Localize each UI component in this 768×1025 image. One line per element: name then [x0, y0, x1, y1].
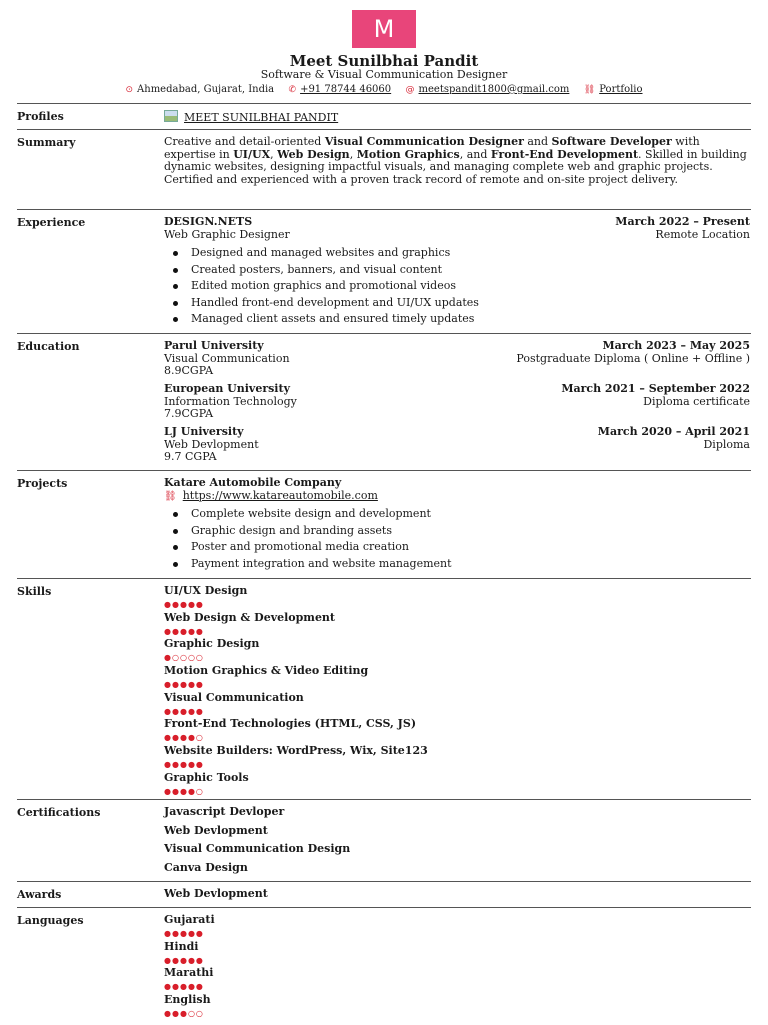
list-item: Complete website design and development: [164, 506, 750, 523]
section-title-awards: Awards: [17, 888, 62, 901]
experience-body: [164, 216, 750, 328]
skill-item: [164, 665, 750, 692]
skill-item: [164, 745, 750, 772]
list-item: Edited motion graphics and promotional videos: [164, 278, 750, 295]
language-item: [164, 941, 750, 968]
skill-rating: ●●●●○: [164, 786, 204, 796]
languages-body: [164, 914, 750, 1021]
profile-link[interactable]: MEET SUNILBHAI PANDIT: [184, 111, 339, 124]
degree-type: Diploma certificate: [643, 394, 750, 408]
field-of-study: Information Technology: [164, 394, 297, 408]
location-text: Ahmedabad, Gujarat, India: [137, 84, 275, 95]
awards-body: [164, 888, 750, 907]
skill-item: [164, 585, 750, 612]
education-dates: March 2020 – April 2021: [597, 425, 750, 438]
list-item: Designed and managed websites and graphics: [164, 245, 750, 262]
certification-item: Web Devlopment: [164, 823, 268, 837]
education-dates: March 2021 – September 2022: [561, 382, 750, 395]
skill-name: Graphic Tools: [164, 770, 249, 784]
gpa: 9.7 CGPA: [164, 450, 217, 463]
job-title: Web Graphic Designer: [164, 227, 290, 241]
project-bullets: [164, 506, 750, 572]
project-name: Katare Automobile Company: [164, 476, 342, 489]
candidate-name: Meet Sunilbhai Pandit: [289, 52, 479, 70]
skill-name: Web Design & Development: [164, 610, 336, 624]
section-title-profiles: Profiles: [17, 110, 64, 123]
skill-rating: ●●●●●: [164, 760, 204, 770]
school-name: LJ University: [164, 425, 244, 438]
job-location: Remote Location: [655, 227, 750, 241]
degree-type: Diploma: [703, 437, 750, 451]
skill-name: Front-End Technologies (HTML, CSS, JS): [164, 717, 417, 731]
certifications-body: [164, 806, 750, 880]
language-rating: ●●●○○: [164, 1009, 204, 1019]
section-title-education: Education: [17, 340, 80, 353]
company-name: DESIGN.NETS: [164, 215, 253, 228]
projects-section: [17, 470, 751, 579]
skill-item: [164, 612, 750, 639]
section-title-skills: Skills: [17, 585, 52, 598]
school-name: Parul University: [164, 339, 264, 352]
language-item: [164, 994, 750, 1021]
language-name: English: [164, 993, 211, 1007]
summary-text: Creative and detail-oriented Visual Communication Designer and Software Developer with expertise in UI/UX, Web Design, Motion Graphics, and Front-End Development. Skilled in building dynamic websites, designing impactful visuals, and managing complete web and graphic projects. Certified and experienced with a proven track record of remote and on-site project delivery.: [164, 135, 747, 186]
link-icon: ⛓: [164, 490, 177, 502]
skill-name: Website Builders: WordPress, Wix, Site123: [164, 744, 428, 758]
skill-item: [164, 638, 750, 665]
profile-image-icon: [164, 110, 178, 122]
certification-item: Canva Design: [164, 860, 248, 874]
award-item: Web Devlopment: [164, 887, 268, 900]
awards-section: [17, 881, 751, 908]
skill-rating: ●●●●●: [164, 600, 204, 609]
skills-section: [17, 578, 751, 800]
gpa: 8.9CGPA: [164, 364, 214, 377]
certification-item: Javascript Devloper: [164, 805, 285, 818]
experience-dates: March 2022 – Present: [615, 215, 750, 228]
skill-rating: ●●●●●: [164, 706, 204, 716]
list-item: Handled front-end development and UI/UX updates: [164, 295, 750, 312]
language-item: [164, 914, 750, 941]
location-pin-icon: ⊙: [125, 85, 134, 95]
summary-section: [17, 129, 751, 210]
contact-line: [0, 84, 768, 95]
link-icon: ⛓: [583, 85, 596, 95]
education-entry: [164, 383, 750, 421]
degree-type: Postgraduate Diploma ( Online + Offline ): [516, 351, 750, 365]
experience-section: [17, 209, 751, 334]
education-dates: March 2023 – May 2025: [602, 339, 750, 352]
profiles-section: [17, 103, 751, 130]
language-name: Gujarati: [164, 913, 215, 926]
skill-name: UI/UX Design: [164, 584, 248, 597]
skill-rating: ●●●●●: [164, 626, 204, 636]
skill-rating: ●●●●●: [164, 680, 204, 690]
language-name: Marathi: [164, 966, 214, 980]
profiles-body: [164, 110, 750, 125]
certifications-section: [17, 799, 751, 882]
candidate-role: Software & Visual Communication Designer: [260, 68, 508, 81]
phone-icon: ✆: [288, 85, 297, 95]
portfolio-link[interactable]: Portfolio: [599, 84, 643, 95]
section-title-summary: Summary: [17, 136, 76, 149]
list-item: Poster and promotional media creation: [164, 539, 750, 556]
skill-name: Motion Graphics & Video Editing: [164, 664, 369, 678]
skill-rating: ●○○○○: [164, 653, 204, 663]
skill-rating: ●●●●○: [164, 733, 204, 743]
skill-item: [164, 718, 750, 745]
certification-item: Visual Communication Design: [164, 842, 351, 855]
skill-item: [164, 692, 750, 719]
list-item: Managed client assets and ensured timely updates: [164, 311, 750, 328]
field-of-study: Web Devlopment: [164, 437, 259, 451]
section-title-languages: Languages: [17, 914, 84, 927]
skill-item: [164, 772, 750, 799]
list-item: Created posters, banners, and visual content: [164, 262, 750, 279]
section-title-experience: Experience: [17, 216, 86, 229]
field-of-study: Visual Communication: [164, 351, 290, 365]
phone-link[interactable]: +91 78744 46060: [300, 84, 392, 95]
list-item: Payment integration and website management: [164, 556, 750, 573]
language-rating: ●●●●●: [164, 982, 204, 992]
experience-bullets: [164, 245, 750, 328]
school-name: European University: [164, 382, 290, 395]
email-link[interactable]: meetspandit1800@gmail.com: [418, 84, 570, 95]
language-rating: ●●●●●: [164, 955, 204, 965]
project-url-link[interactable]: https://www.katareautomobile.com: [182, 488, 378, 502]
language-name: Hindi: [164, 939, 199, 953]
monogram-logo: M: [352, 10, 416, 48]
skill-name: Visual Communication: [164, 690, 304, 704]
education-section: [17, 333, 751, 471]
education-entry: [164, 426, 750, 464]
education-entry: [164, 340, 750, 378]
gpa: 7.9CGPA: [164, 407, 214, 420]
list-item: Graphic design and branding assets: [164, 523, 750, 540]
skills-body: [164, 585, 750, 799]
language-item: [164, 967, 750, 994]
languages-section: [17, 907, 751, 1025]
skill-name: Graphic Design: [164, 637, 260, 651]
education-body: [164, 340, 750, 464]
section-title-certifications: Certifications: [17, 806, 101, 819]
section-title-projects: Projects: [17, 477, 68, 490]
language-rating: ●●●●●: [164, 929, 204, 938]
email-icon: @: [405, 85, 415, 95]
projects-body: [164, 477, 750, 572]
